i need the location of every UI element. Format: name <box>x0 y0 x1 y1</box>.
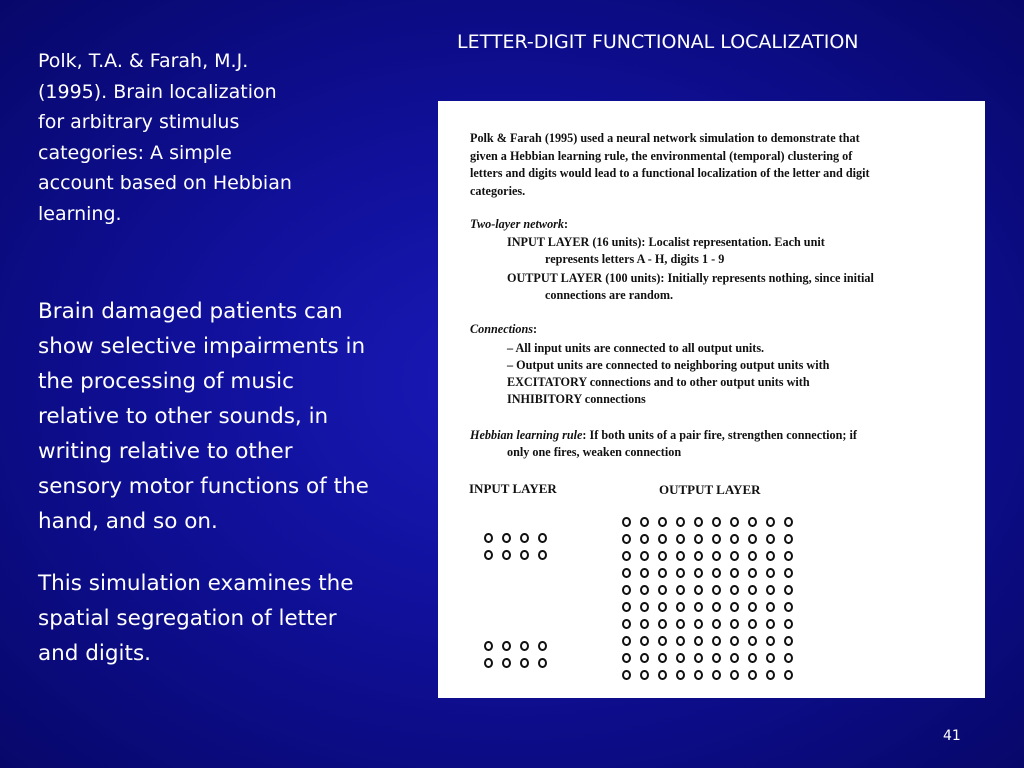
output-unit-unit <box>658 551 667 561</box>
output-unit-unit <box>766 534 775 544</box>
paragraph1-line-1: Brain damaged patients can <box>38 299 343 324</box>
output-unit-unit <box>640 619 649 629</box>
output-unit-unit <box>748 602 757 612</box>
output-unit-unit <box>730 517 739 527</box>
output-unit-unit <box>748 653 757 663</box>
output-unit-unit <box>676 585 685 595</box>
input-unit-unit <box>502 658 511 668</box>
output-unit-unit <box>748 670 757 680</box>
paragraph-simulation <box>38 566 438 671</box>
output-unit-unit <box>784 619 793 629</box>
output-unit-unit <box>784 568 793 578</box>
output-unit-row <box>622 649 802 666</box>
output-unit-unit <box>622 653 631 663</box>
output-unit-unit <box>766 670 775 680</box>
connection-item-1: – All input units are connected to all output units. <box>507 341 765 355</box>
connection-item-2-end: INHIBITORY connections <box>507 392 646 406</box>
output-unit-unit <box>658 636 667 646</box>
output-unit-row <box>622 615 802 632</box>
slide-title: LETTER-DIGIT FUNCTIONAL LOCALIZATION <box>457 31 859 53</box>
page-number: 41 <box>943 728 961 744</box>
citation-line-2: (1995). Brain localization <box>38 80 277 103</box>
output-units <box>622 513 802 683</box>
output-unit-unit <box>694 534 703 544</box>
output-layer-line1: OUTPUT LAYER (100 units): Initially represents nothing, since initial <box>507 271 874 285</box>
output-unit-unit <box>694 602 703 612</box>
output-unit-unit <box>622 551 631 561</box>
paragraph1-line-3: the processing of music <box>38 369 294 394</box>
output-unit-unit <box>622 670 631 680</box>
hebbian-heading: Hebbian learning rule <box>470 428 583 442</box>
input-unit-unit <box>520 658 529 668</box>
output-unit-unit <box>766 517 775 527</box>
figure-intro-line-2: given a Hebbian learning rule, the environmental (temporal) clustering of <box>470 148 853 163</box>
output-unit-unit <box>694 517 703 527</box>
output-unit-row <box>622 581 802 598</box>
output-unit-unit <box>640 670 649 680</box>
output-layer-line2: connections are random. <box>545 288 674 302</box>
network-heading: Two-layer network <box>470 217 564 231</box>
output-unit-unit <box>622 534 631 544</box>
output-unit-row <box>622 547 802 564</box>
output-unit-unit <box>748 534 757 544</box>
output-unit-unit <box>712 602 721 612</box>
input-unit-unit <box>520 641 529 651</box>
output-unit-unit <box>640 534 649 544</box>
input-layer-line1: INPUT LAYER (16 units): Localist representation. Each unit <box>507 235 825 249</box>
output-unit-unit <box>658 653 667 663</box>
paragraph1-line-6: sensory motor functions of the <box>38 474 369 499</box>
input-unit-row <box>484 637 556 654</box>
output-unit-unit <box>730 551 739 561</box>
output-unit-unit <box>766 602 775 612</box>
output-unit-unit <box>712 534 721 544</box>
output-unit-unit <box>676 602 685 612</box>
paragraph-patients <box>38 294 438 539</box>
input-unit-unit <box>538 533 547 543</box>
output-unit-unit <box>748 619 757 629</box>
input-units-bottom <box>484 637 556 671</box>
output-unit-unit <box>730 653 739 663</box>
output-unit-unit <box>640 551 649 561</box>
citation-line-6: learning. <box>38 202 122 225</box>
output-unit-unit <box>784 585 793 595</box>
hebbian-line <box>470 427 857 444</box>
output-unit-unit <box>622 568 631 578</box>
output-unit-unit <box>748 568 757 578</box>
connection-item-2-cont: EXCITATORY connections and to other output units with <box>507 375 810 389</box>
output-unit-unit <box>658 568 667 578</box>
paragraph1-line-4: relative to other sounds, in <box>38 404 329 429</box>
output-unit-unit <box>622 636 631 646</box>
output-unit-unit <box>730 585 739 595</box>
input-unit-unit <box>520 550 529 560</box>
output-unit-unit <box>766 551 775 561</box>
output-unit-unit <box>640 602 649 612</box>
output-unit-unit <box>730 602 739 612</box>
output-unit-unit <box>658 602 667 612</box>
output-unit-unit <box>748 585 757 595</box>
output-unit-unit <box>712 619 721 629</box>
output-unit-row <box>622 666 802 683</box>
output-unit-unit <box>784 670 793 680</box>
output-unit-unit <box>766 636 775 646</box>
output-unit-unit <box>784 534 793 544</box>
output-unit-unit <box>730 568 739 578</box>
input-unit-unit <box>484 550 493 560</box>
output-unit-unit <box>640 636 649 646</box>
input-unit-unit <box>502 533 511 543</box>
output-unit-unit <box>694 585 703 595</box>
output-unit-unit <box>766 568 775 578</box>
output-unit-unit <box>748 551 757 561</box>
output-unit-unit <box>766 585 775 595</box>
output-unit-unit <box>676 636 685 646</box>
paragraph1-line-2: show selective impairments in <box>38 334 366 359</box>
output-unit-unit <box>658 585 667 595</box>
figure-panel <box>438 101 985 698</box>
output-unit-unit <box>712 670 721 680</box>
figure-intro-line-1: Polk & Farah (1995) used a neural network simulation to demonstrate that <box>470 131 860 145</box>
output-unit-unit <box>694 551 703 561</box>
input-unit-unit <box>484 641 493 651</box>
hebbian-text: : If both units of a pair fire, strengthen connection; if <box>582 428 857 442</box>
output-unit-unit <box>712 568 721 578</box>
input-unit-unit <box>538 658 547 668</box>
output-unit-unit <box>766 653 775 663</box>
output-unit-unit <box>694 619 703 629</box>
input-unit-row <box>484 546 556 563</box>
output-unit-unit <box>676 670 685 680</box>
output-unit-unit <box>730 670 739 680</box>
output-unit-unit <box>712 585 721 595</box>
output-unit-unit <box>766 619 775 629</box>
output-unit-row <box>622 530 802 547</box>
output-unit-unit <box>676 568 685 578</box>
output-unit-unit <box>730 636 739 646</box>
output-unit-unit <box>712 517 721 527</box>
output-unit-row <box>622 564 802 581</box>
output-unit-unit <box>784 602 793 612</box>
hebbian-line2: only one fires, weaken connection <box>507 445 682 459</box>
output-unit-unit <box>622 602 631 612</box>
output-unit-unit <box>676 619 685 629</box>
citation-line-4: categories: A simple <box>38 141 232 164</box>
output-unit-unit <box>622 619 631 629</box>
input-layer-line2: represents letters A - H, digits 1 - 9 <box>545 252 725 266</box>
citation-line-5: account based on Hebbian <box>38 172 292 194</box>
paragraph1-line-7: hand, and so on. <box>38 509 218 534</box>
input-unit-unit <box>502 641 511 651</box>
output-unit-unit <box>640 517 649 527</box>
output-unit-unit <box>784 653 793 663</box>
paragraph2-line-1: This simulation examines the <box>38 571 354 596</box>
output-unit-unit <box>712 653 721 663</box>
figure-intro-line-3: letters and digits would lead to a functional localization of the letter and digit <box>470 166 870 180</box>
output-unit-unit <box>676 534 685 544</box>
input-unit-unit <box>484 533 493 543</box>
output-unit-unit <box>658 534 667 544</box>
output-unit-unit <box>694 653 703 663</box>
output-unit-unit <box>730 619 739 629</box>
output-unit-unit <box>676 653 685 663</box>
output-unit-row <box>622 632 802 649</box>
output-unit-row <box>622 598 802 615</box>
citation <box>38 46 358 229</box>
output-unit-unit <box>676 551 685 561</box>
output-layer-label: OUTPUT LAYER <box>659 482 761 497</box>
paragraph2-line-3: and digits. <box>38 641 151 666</box>
output-unit-unit <box>640 653 649 663</box>
input-unit-unit <box>538 641 547 651</box>
input-unit-unit <box>520 533 529 543</box>
output-unit-unit <box>640 568 649 578</box>
connections-heading-line: Connections: <box>470 322 538 336</box>
paragraph2-line-2: spatial segregation of letter <box>38 606 337 631</box>
citation-line-1: Polk, T.A. & Farah, M.J. <box>38 50 249 72</box>
output-unit-unit <box>784 517 793 527</box>
paragraph1-line-5: writing relative to other <box>38 439 293 464</box>
output-unit-unit <box>730 534 739 544</box>
network-heading-line: Two-layer network: <box>470 217 569 231</box>
input-unit-unit <box>502 550 511 560</box>
output-unit-unit <box>712 636 721 646</box>
output-unit-unit <box>784 551 793 561</box>
output-unit-unit <box>622 517 631 527</box>
output-unit-unit <box>658 670 667 680</box>
input-unit-row <box>484 529 556 546</box>
output-unit-row <box>622 513 802 530</box>
output-unit-unit <box>712 551 721 561</box>
output-unit-unit <box>694 568 703 578</box>
output-unit-unit <box>640 585 649 595</box>
input-unit-unit <box>538 550 547 560</box>
output-unit-unit <box>676 517 685 527</box>
output-unit-unit <box>658 517 667 527</box>
input-units-top <box>484 529 556 563</box>
output-unit-unit <box>748 517 757 527</box>
citation-line-3: for arbitrary stimulus <box>38 111 240 133</box>
output-unit-unit <box>694 636 703 646</box>
input-unit-unit <box>484 658 493 668</box>
output-unit-unit <box>784 636 793 646</box>
output-unit-unit <box>658 619 667 629</box>
connection-item-2: – Output units are connected to neighboring output units with <box>507 358 830 372</box>
output-unit-unit <box>622 585 631 595</box>
input-layer-label: INPUT LAYER <box>469 481 557 496</box>
input-unit-row <box>484 654 556 671</box>
output-unit-unit <box>694 670 703 680</box>
connections-heading: Connections <box>470 322 533 336</box>
output-unit-unit <box>748 636 757 646</box>
figure-intro-line-4: categories. <box>470 183 526 198</box>
